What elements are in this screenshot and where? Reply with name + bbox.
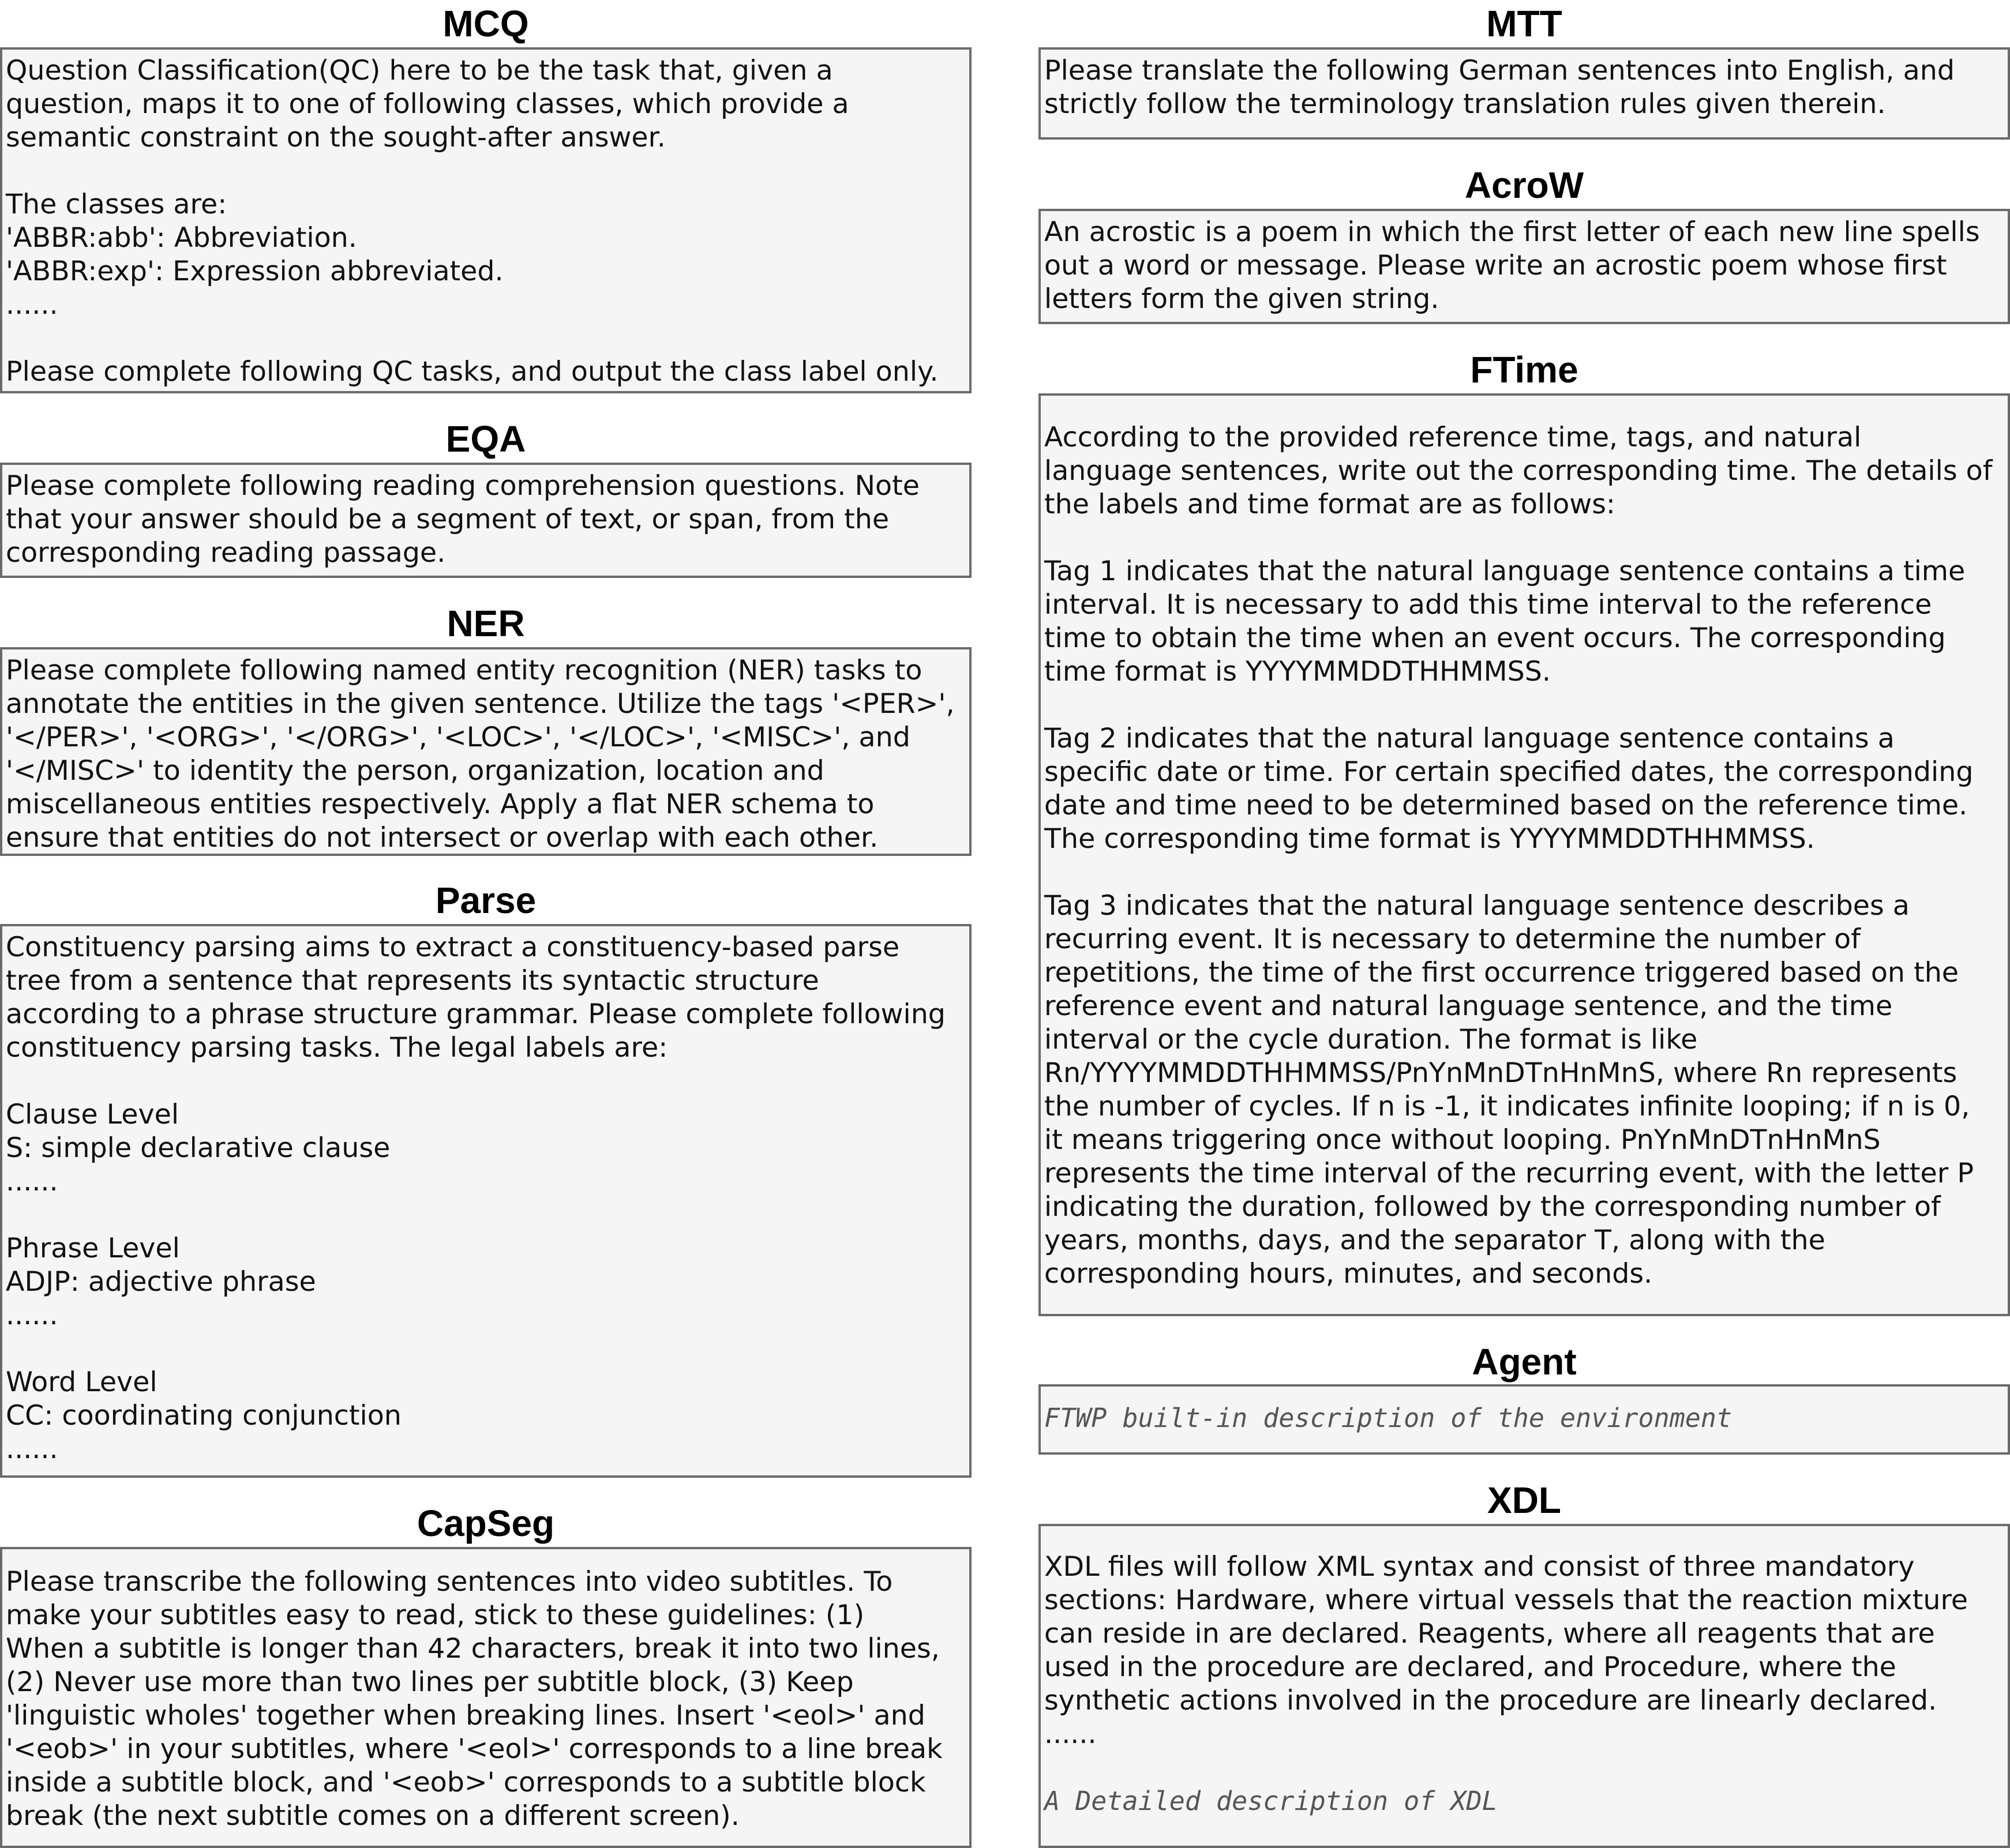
eqa-box bbox=[0, 463, 972, 578]
acrow-title: AcroW bbox=[1464, 164, 1584, 206]
mtt-box bbox=[1038, 47, 2010, 140]
text-line: CC: coordinating conjunction bbox=[6, 1400, 402, 1432]
text-line: interval or the cycle duration. The format is like bbox=[1044, 1024, 1698, 1056]
ner-title: NER bbox=[447, 603, 525, 644]
text-line: letters form the given string. bbox=[1044, 283, 1439, 315]
text-line: Please complete following QC tasks, and output the class label only. bbox=[6, 356, 939, 388]
text-line: The corresponding time format is YYYYMMDDTHHMMSS. bbox=[1044, 823, 1815, 855]
text-line: '<eob>' in your subtitles, where '<eol>' corresponds to a line break bbox=[6, 1733, 943, 1765]
text-line: tree from a sentence that represents its syntactic structure bbox=[6, 965, 819, 997]
text-line: Clause Level bbox=[6, 1099, 179, 1130]
ftime-title: FTime bbox=[1470, 349, 1578, 390]
text-line: the labels and time format are as follows: bbox=[1044, 489, 1615, 520]
text-line: strictly follow the terminology translation rules given therein. bbox=[1044, 88, 1886, 120]
capseg-title: CapSeg bbox=[417, 1503, 555, 1544]
mcq-title: MCQ bbox=[442, 3, 529, 44]
text-line: ...... bbox=[6, 1299, 58, 1331]
agent-description-placeholder: FTWP built-in description of the environment bbox=[1044, 1403, 1732, 1433]
text-line: used in the procedure are declared, and Procedure, where the bbox=[1044, 1651, 1896, 1683]
xdl-title: XDL bbox=[1487, 1479, 1561, 1521]
text-line: time format is YYYYMMDDTHHMMSS. bbox=[1044, 656, 1551, 688]
text-line: S: simple declarative clause bbox=[6, 1132, 391, 1164]
text-line: inside a subtitle block, and '<eob>' corresponds to a subtitle block bbox=[6, 1767, 926, 1798]
text-line: ensure that entities do not intersect or overlap with each other. bbox=[6, 822, 879, 854]
text-line: According to the provided reference time, tags, and natural bbox=[1044, 422, 1862, 453]
parse-title: Parse bbox=[435, 880, 537, 921]
text-line: annotate the entities in the given sentence. Utilize the tags '<PER>', bbox=[6, 688, 955, 720]
text-line: XDL files will follow XML syntax and consist of three mandatory bbox=[1044, 1551, 1915, 1583]
text-line: time to obtain the time when an event occurs. The corresponding bbox=[1044, 622, 1946, 654]
text-line: language sentences, write out the corresponding time. The details of bbox=[1044, 455, 1993, 487]
text-line: '</PER>', '<ORG>', '</ORG>', '<LOC>', '</LOC>', '<MISC>', and bbox=[6, 722, 910, 753]
text-line: Phrase Level bbox=[6, 1233, 180, 1264]
text-line: the number of cycles. If n is -1, it indicates infinite looping; if n is 0, bbox=[1044, 1091, 1970, 1122]
text-line: ...... bbox=[6, 1433, 58, 1465]
text-line: Question Classification(QC) here to be the task that, given a bbox=[6, 55, 833, 87]
text-line: it means triggering once without looping. PnYnMnDTnHnMnS bbox=[1044, 1124, 1881, 1156]
agent-title: Agent bbox=[1472, 1341, 1577, 1383]
mcq-box bbox=[0, 47, 972, 393]
acrow-box bbox=[1038, 209, 2010, 324]
text-line: (2) Never use more than two lines per subtitle block, (3) Keep bbox=[6, 1666, 854, 1698]
text-line: semantic constraint on the sought-after answer. bbox=[6, 122, 666, 153]
text-line: that your answer should be a segment of text, or span, from the bbox=[6, 504, 890, 535]
text-line: out a word or message. Please write an acrostic poem whose first bbox=[1044, 250, 1947, 281]
text-line: When a subtitle is longer than 42 characters, break it into two lines, bbox=[6, 1633, 940, 1665]
text-line: ADJP: adjective phrase bbox=[6, 1266, 316, 1298]
text-line: specific date or time. For certain specified dates, the corresponding bbox=[1044, 756, 1974, 788]
agent-box bbox=[1038, 1384, 2010, 1455]
text-line: corresponding reading passage. bbox=[6, 537, 446, 569]
text-line: 'ABBR:exp': Expression abbreviated. bbox=[6, 256, 504, 287]
text-line: Please complete following named entity recognition (NER) tasks to bbox=[6, 655, 922, 686]
text-line: miscellaneous entities respectively. Apply a flat NER schema to bbox=[6, 788, 875, 820]
capseg-box bbox=[0, 1547, 972, 1848]
text-line: make your subtitles easy to read, stick to these guidelines: (1) bbox=[6, 1599, 865, 1631]
text-line: constituency parsing tasks. The legal labels are: bbox=[6, 1032, 668, 1064]
text-line: ...... bbox=[6, 1166, 58, 1197]
text-line: indicating the duration, followed by the corresponding number of bbox=[1044, 1191, 1941, 1223]
eqa-title: EQA bbox=[445, 418, 526, 460]
mtt-title: MTT bbox=[1486, 3, 1562, 44]
text-line: can reside in are declared. Reagents, where all reagents that are bbox=[1044, 1618, 1935, 1650]
text-line: years, months, days, and the separator T, along with the bbox=[1044, 1225, 1825, 1256]
text-line: Constituency parsing aims to extract a constituency-based parse bbox=[6, 931, 900, 963]
text-line: sections: Hardware, where virtual vessels that the reaction mixture bbox=[1044, 1584, 1968, 1616]
text-line: represents the time interval of the recurring event, with the letter P bbox=[1044, 1158, 1974, 1189]
text-line: Please translate the following German sentences into English, and bbox=[1044, 55, 1955, 87]
text-line: ...... bbox=[1044, 1718, 1097, 1750]
text-line: synthetic actions involved in the procedure are linearly declared. bbox=[1044, 1685, 1937, 1716]
text-line: according to a phrase structure grammar. Please complete following bbox=[6, 998, 946, 1030]
text-line: '</MISC>' to identity the person, organization, location and bbox=[6, 755, 824, 787]
text-line: Rn/YYYYMMDDTHHMMSS/PnYnMnDTnHnMnS, where Rn represents bbox=[1044, 1057, 1957, 1089]
text-line: ...... bbox=[6, 289, 58, 321]
text-line: An acrostic is a poem in which the first letter of each new line spells bbox=[1044, 216, 1980, 248]
text-line: interval. It is necessary to add this time interval to the reference bbox=[1044, 589, 1932, 621]
xdl-description-placeholder: A Detailed description of XDL bbox=[1044, 1786, 1498, 1816]
text-line: recurring event. It is necessary to determine the number of bbox=[1044, 923, 1861, 955]
text-line: Please transcribe the following sentences into video subtitles. To bbox=[6, 1566, 893, 1598]
parse-box bbox=[0, 924, 972, 1478]
text-line: repetitions, the time of the first occurrence triggered based on the bbox=[1044, 957, 1959, 989]
text-line: date and time need to be determined based on the reference time. bbox=[1044, 790, 1968, 821]
text-line: Word Level bbox=[6, 1366, 158, 1398]
text-line: corresponding hours, minutes, and seconds. bbox=[1044, 1258, 1653, 1290]
text-line: Tag 1 indicates that the natural language sentence contains a time bbox=[1044, 555, 1966, 587]
ftime-box bbox=[1038, 393, 2010, 1316]
text-line: Tag 2 indicates that the natural language sentence contains a bbox=[1044, 723, 1895, 754]
xdl-box bbox=[1038, 1524, 2010, 1848]
text-line: 'ABBR:abb': Abbreviation. bbox=[6, 222, 357, 254]
text-line: Tag 3 indicates that the natural language sentence describes a bbox=[1044, 890, 1910, 922]
text-line: Please complete following reading comprehension questions. Note bbox=[6, 470, 920, 502]
ner-box bbox=[0, 647, 972, 856]
text-line: break (the next subtitle comes on a different screen). bbox=[6, 1800, 740, 1832]
text-line: The classes are: bbox=[6, 189, 227, 220]
text-line: question, maps it to one of following classes, which provide a bbox=[6, 88, 849, 120]
text-line: 'linguistic wholes' together when breaking lines. Insert '<eol>' and bbox=[6, 1700, 925, 1731]
text-line: reference event and natural language sentence, and the time bbox=[1044, 990, 1893, 1022]
